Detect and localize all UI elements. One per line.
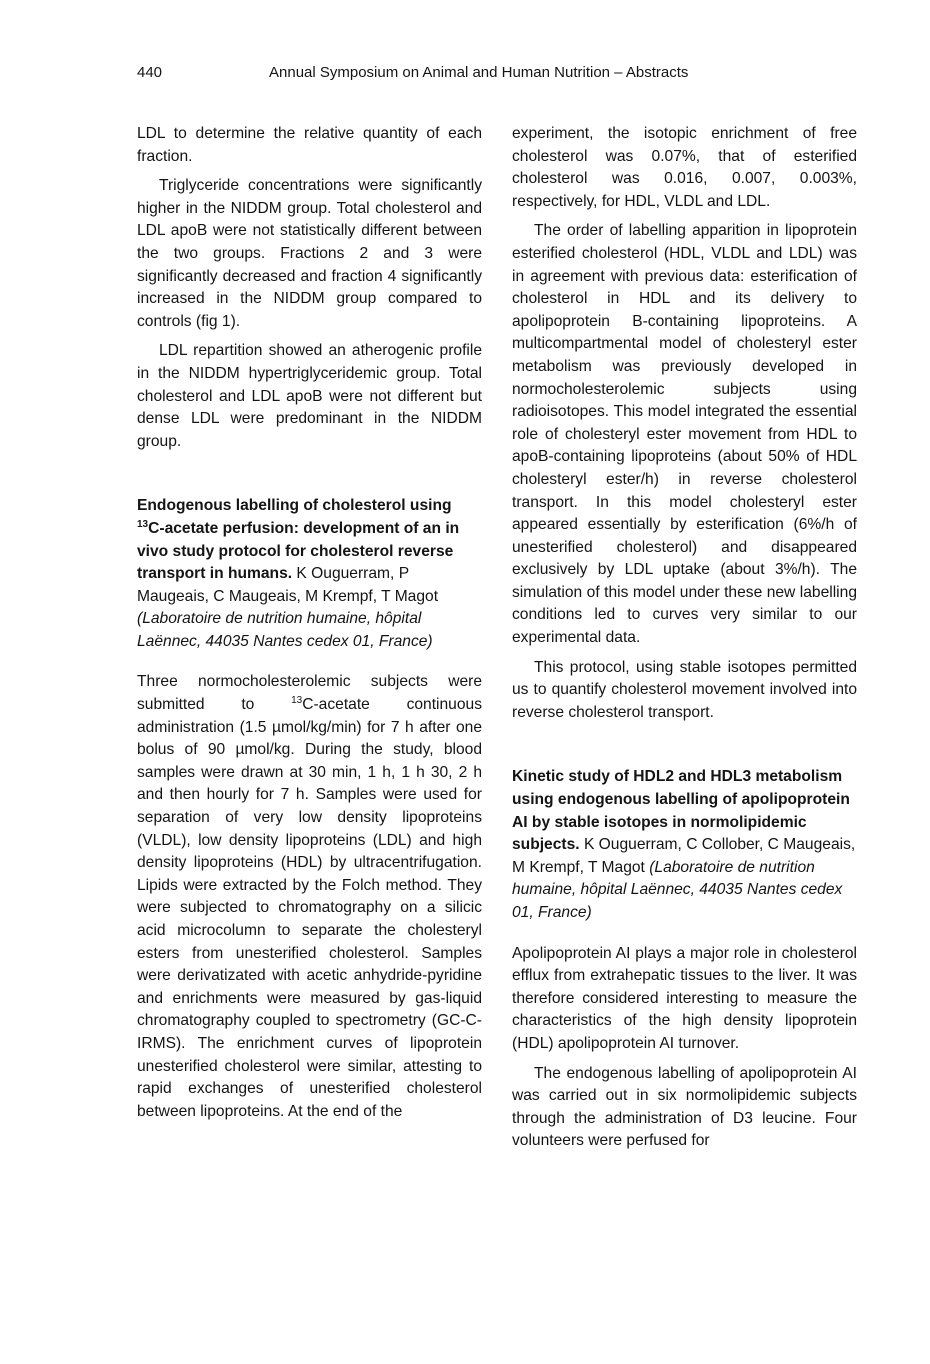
journal-title: Annual Symposium on Animal and Human Nutrition – Abstracts bbox=[269, 64, 689, 81]
abstract-1-heading bbox=[137, 495, 482, 653]
abstract-2-authors: K Ouguerram, C Collober, C Maugeais, M Krempf, T Magot bbox=[512, 836, 856, 876]
abstract-2-affiliation: (Laboratoire de nutrition humaine, hôpital Laënnec, 44035 Nantes cedex 01, France) bbox=[512, 858, 843, 921]
abstract-1-affiliation: (Laboratoire de nutrition humaine, hôpital Laënnec, 44035 Nantes cedex 01, France) bbox=[137, 610, 433, 650]
paragraph-continued-right: experiment, the isotopic enrichment of free cholesterol was 0.07%, that of esterified cholesterol was 0.016, 0.007, 0.003%, respectively, for HDL, VLDL and LDL. bbox=[512, 125, 857, 210]
running-header bbox=[137, 64, 857, 86]
left-column bbox=[137, 123, 482, 1130]
abstract-1-body: Three normocholesterolemic subjects were submitted to $^{13}$C-acetate continuous administration (1.5 µmol/kg/min) for 7 h after one bolus of 90 µmol/kg. During the study, blood samples were drawn at 30 min, 1 h, 1 h 30, 2 h and then hourly for 7 h. Samples were used for separation of very low density lipoproteins (VLDL), low density lipoproteins (LDL) and high density lipoproteins (HDL) by ultracentrifugation. Lipids were extracted by the Folch method. They were subjected to chromatography on a silicic acid microcolumn to separate the cholesteryl esters from unesterified cholesterol. Samples were derivatizated with acetic anhydride-pyridine and enrichments were measured by gas-liquid chromatography coupled to spectrometry (GC-C-IRMS). The enrichment curves of lipoprotein unesterified cholesterol were similar, attesting to rapid exchanges of unesterified cholesterol between lipoproteins. At the end of the bbox=[137, 673, 482, 1120]
right-column bbox=[512, 123, 857, 1160]
paragraph-order: The order of labelling apparition in lipoprotein esterified cholesterol (HDL, VLDL and LDL) was in agreement with previous data: esterification of cholesterol in HDL and its delivery to apolipoprotein B-containing lipoproteins. A multicompartmental model of cholesteryl ester metabolism was previously developed in normocholesterolemic subjects using radioisotopes. This model integrated the essential role of cholesteryl ester movement from HDL to apoB-containing lipoproteins (about 50% of HDL cholesteryl ester/h) in reverse cholesterol transport. In this model cholesteryl ester appeared essentially by esterification (6%/h of unesterified cholesterol) and disappeared exclusively by LDL uptake (about 3%/h). The simulation of this model under these new labelling conditions led to curves very similar to our experimental data. bbox=[512, 222, 857, 647]
abstract-1-title: Endogenous labelling of cholesterol using $^{13}$C-acetate perfusion: development of an in vivo study protocol for cholesterol reverse transport in humans. bbox=[137, 497, 460, 583]
abstract-1-authors: K Ouguerram, P Maugeais, C Maugeais, M Krempf, T Magot bbox=[137, 565, 439, 605]
paragraph-ldl-repartition: LDL repartition showed an atherogenic profile in the NIDDM hypertriglyceridemic group. Total cholesterol and LDL apoB were not different but dense LDL were predominant in the NIDDM group. bbox=[137, 342, 482, 450]
paragraph-protocol: This protocol, using stable isotopes permitted us to quantify cholesterol movement involved into reverse cholesterol transport. bbox=[512, 658, 857, 721]
abstract-2-heading bbox=[512, 766, 857, 924]
abstract-2-body-1: Apolipoprotein AI plays a major role in cholesterol efflux from extrahepatic tissues to the liver. It was therefore considered interesting to measure the characteristics of the high density lipoprotein (HDL) apolipoprotein AI turnover. bbox=[512, 944, 857, 1052]
abstract-2-title: Kinetic study of HDL2 and HDL3 metabolism using endogenous labelling of apolipoprotein AI by stable isotopes in normolipidemic subjects. bbox=[512, 768, 850, 854]
paragraph-triglyceride: Triglyceride concentrations were significantly higher in the NIDDM group. Total cholesterol and LDL apoB were not statistically different between the two groups. Fractions 2 and 3 were significantly decreased and fraction 4 significantly increased in the NIDDM group compared to controls (fig 1). bbox=[137, 177, 482, 330]
abstract-2-body-2: The endogenous labelling of apolipoprotein AI was carried out in six normolipidemic subjects through the administration of D3 leucine. Four volunteers were perfused for bbox=[512, 1064, 857, 1150]
page-number: 440 bbox=[137, 64, 163, 81]
paragraph-continued: LDL to determine the relative quantity of each fraction. bbox=[137, 125, 482, 165]
